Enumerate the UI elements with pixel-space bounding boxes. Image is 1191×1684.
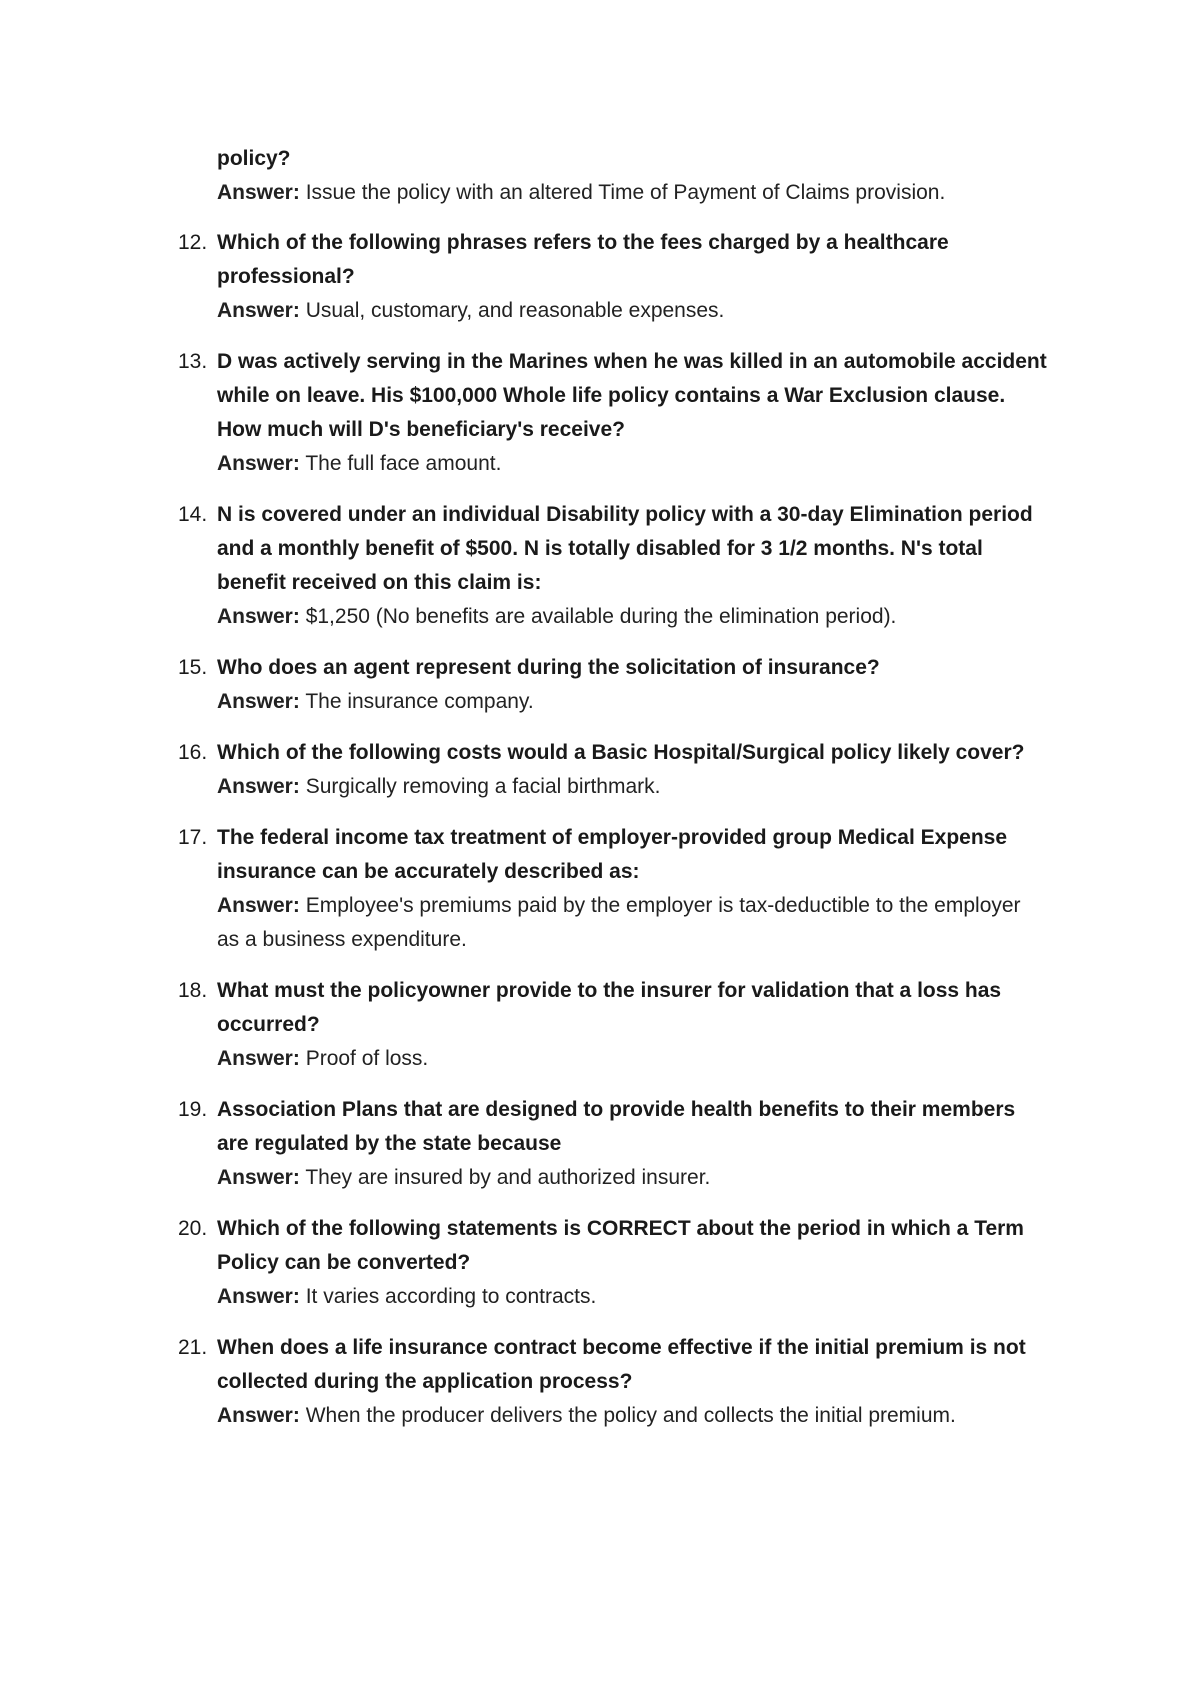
question-item bbox=[178, 651, 1048, 719]
question-item bbox=[178, 498, 1048, 634]
answer-text: The full face amount. bbox=[299, 452, 502, 475]
question-text: When does a life insurance contract become effective if the initial premium is not collected during the application process? bbox=[217, 1336, 1026, 1393]
question-text: Who does an agent represent during the solicitation of insurance? bbox=[217, 656, 880, 679]
question-number: 19. bbox=[178, 1098, 208, 1121]
question-item bbox=[178, 1331, 1048, 1433]
answer-text: It varies according to contracts. bbox=[299, 1285, 597, 1308]
answer-label: Answer: bbox=[217, 1047, 300, 1070]
answer-line bbox=[217, 294, 1048, 328]
question-item bbox=[178, 1212, 1048, 1314]
question-number: 12. bbox=[178, 231, 208, 254]
question-list bbox=[178, 226, 1048, 1450]
answer-text: Issue the policy with an altered Time of Payment of Claims provision. bbox=[299, 181, 946, 204]
question-text: The federal income tax treatment of employer-provided group Medical Expense insurance can be accurately described as: bbox=[217, 826, 1008, 883]
answer-text: Surgically removing a facial birthmark. bbox=[299, 775, 661, 798]
question-number: 13. bbox=[178, 350, 208, 373]
question-number: 17. bbox=[178, 826, 208, 849]
answer-label: Answer: bbox=[217, 1166, 300, 1189]
answer-text: When the producer delivers the policy and collects the initial premium. bbox=[299, 1404, 956, 1427]
question-item bbox=[178, 821, 1048, 957]
question-text: D was actively serving in the Marines when he was killed in an automobile accident while on leave. His $100,000 Whole life policy contains a War Exclusion clause. How much will D's beneficiary's receive? bbox=[217, 350, 1047, 441]
question-item bbox=[178, 974, 1048, 1076]
question-text: N is covered under an individual Disability policy with a 30-day Elimination period and a monthly benefit of $500. N is totally disabled for 3 1/2 months. N's total benefit received on this claim is: bbox=[217, 503, 1033, 594]
answer-label: Answer: bbox=[217, 452, 300, 475]
question-number: 16. bbox=[178, 741, 208, 764]
question-item bbox=[178, 226, 1048, 328]
answer-line bbox=[217, 447, 1048, 481]
answer-text: The insurance company. bbox=[299, 690, 534, 713]
question-number: 21. bbox=[178, 1336, 208, 1359]
question-item bbox=[178, 1093, 1048, 1195]
answer-label: Answer: bbox=[217, 775, 300, 798]
question-text: Which of the following costs would a Basic Hospital/Surgical policy likely cover? bbox=[217, 741, 1025, 764]
answer-line bbox=[217, 1280, 1048, 1314]
answer-text: They are insured by and authorized insurer. bbox=[299, 1166, 711, 1189]
answer-label: Answer: bbox=[217, 1404, 300, 1427]
answer-line bbox=[217, 1161, 1048, 1195]
answer-line bbox=[217, 1042, 1048, 1076]
question-text: Association Plans that are designed to provide health benefits to their members are regulated by the state because bbox=[217, 1098, 1016, 1155]
answer-line bbox=[217, 685, 1048, 719]
question-text: Which of the following phrases refers to the fees charged by a healthcare professional? bbox=[217, 231, 949, 288]
answer-label: Answer: bbox=[217, 894, 300, 917]
answer-text: Proof of loss. bbox=[299, 1047, 429, 1070]
question-number: 20. bbox=[178, 1217, 208, 1240]
question-text: Which of the following statements is CORRECT about the period in which a Term Policy can be converted? bbox=[217, 1217, 1024, 1274]
answer-line bbox=[217, 770, 1048, 804]
answer-line bbox=[217, 889, 1048, 957]
answer-label: Answer: bbox=[217, 690, 300, 713]
question-item bbox=[178, 736, 1048, 804]
answer-line bbox=[217, 1399, 1048, 1433]
question-number: 18. bbox=[178, 979, 208, 1002]
answer-line bbox=[217, 176, 1047, 210]
question-continuation bbox=[217, 142, 1047, 210]
question-item bbox=[178, 345, 1048, 481]
answer-text: Employee's premiums paid by the employer is tax-deductible to the employer as a business expenditure. bbox=[217, 894, 1021, 951]
answer-text: $1,250 (No benefits are available during the elimination period). bbox=[299, 605, 897, 628]
answer-line bbox=[217, 600, 1048, 634]
question-number: 15. bbox=[178, 656, 208, 679]
answer-label: Answer: bbox=[217, 181, 300, 204]
answer-label: Answer: bbox=[217, 605, 300, 628]
question-text: What must the policyowner provide to the insurer for validation that a loss has occurred? bbox=[217, 979, 1002, 1036]
answer-label: Answer: bbox=[217, 1285, 300, 1308]
answer-label: Answer: bbox=[217, 299, 300, 322]
question-text-tail: policy? bbox=[217, 147, 291, 170]
answer-text: Usual, customary, and reasonable expenses. bbox=[299, 299, 725, 322]
question-number: 14. bbox=[178, 503, 208, 526]
